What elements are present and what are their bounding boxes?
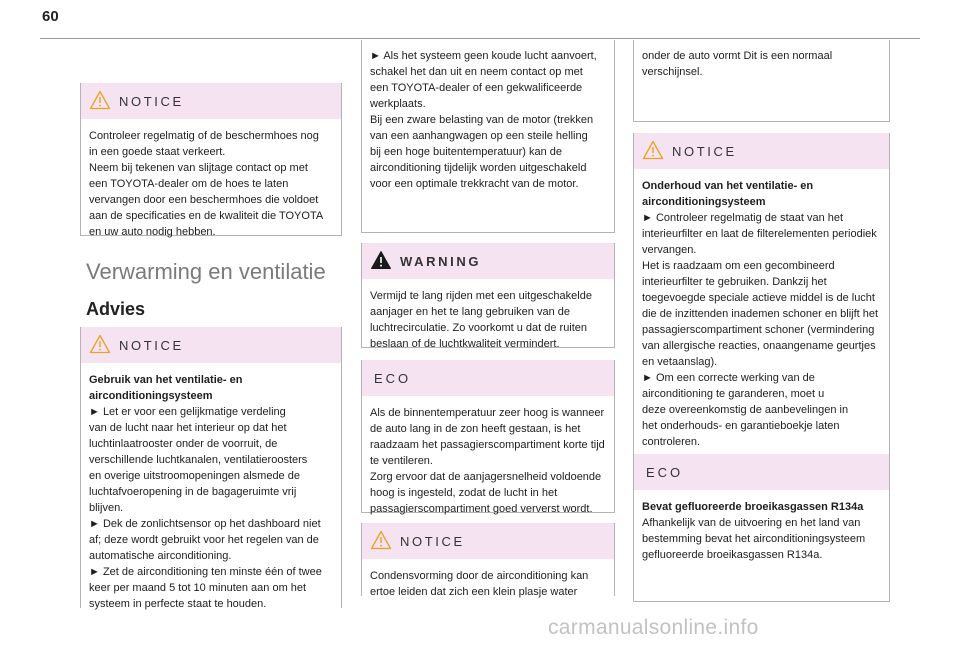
warning-title: WARNING [400, 253, 482, 269]
eco-body [362, 396, 614, 526]
notice-box-condensation [361, 523, 615, 596]
notice-body [81, 119, 341, 249]
notice-title: NOTICE [672, 143, 737, 159]
eco-box [361, 360, 615, 513]
notice-text: Condensvorming door de airconditioning kan ertoe leiden dat zich een klein plasje water [370, 570, 589, 598]
eco-title: ECO [374, 370, 412, 386]
notice-title: NOTICE [400, 533, 465, 549]
continued-text: ► Als het systeem geen koude lucht aanvoert, schakel het dan uit en neem contact op met een TOYOTA-dealer of een gekwalificeerde werkplaats. Bij een zware belasting van de motor (trekken van een aanhangwagen op een steile helling bij een hoge buitentemperatuur) kan de airconditioning tijdelijk worden uitgeschakeld voor een optimale trekkracht van de motor. [370, 50, 597, 190]
warning-triangle-icon [370, 530, 392, 550]
warning-triangle-icon [89, 90, 111, 110]
notice-box-maintenance [633, 133, 890, 481]
notice-box-cover [80, 83, 342, 236]
notice-body [634, 169, 889, 459]
notice-text: Controleer regelmatig of de beschermhoes nog in een goede staat verkeert. Neem bij tekenen van slijtage contact op met een TOYOTA-dealer om de hoes te laten vervangen door een beschermhoes die voldoet aan de specificaties en de kwaliteit die TOYOTA en uw auto nodig hebben. [89, 130, 324, 238]
notice-header [81, 83, 341, 119]
warning-triangle-icon [89, 334, 111, 354]
notice-header [634, 133, 889, 169]
eco-body [634, 490, 889, 572]
notice-text: ► Controleer regelmatig de staat van het interieurfilter en laat de filterelementen periodiek vervangen. Het is raadzaam om een gecombineerd interieurfilter te gebruiken. Dankzij het toegevoegde speciale actieve middel is de lucht die de inzittenden inademen schoner en blijft het passagierscompartiment schoner (vermindering van allergische reacties, onaangename geurtjes en vetaanslag). ► Om een correcte werking van de airconditioning te garanderen, moet u deze overeenkomstig de aanbevelingen in het onderhouds- en garantieboekje laten controleren. [642, 212, 879, 448]
header-rule [40, 38, 920, 39]
eco-title: ECO [646, 464, 684, 480]
subsection-title: Advies [86, 299, 146, 319]
eco-text: Als de binnentemperatuur zeer hoog is wanneer de auto lang in de zon heeft gestaan, is het raadzaam het passagierscompartiment korte tijd te ventileren. Zorg ervoor dat de aanjagersnelheid voldoende hoog is ingesteld, zodat de lucht in het passagierscompartiment goed ververst wordt. [370, 407, 605, 515]
warning-body [362, 279, 614, 361]
watermark: carmanualsonline.info [548, 616, 759, 639]
section-title: Verwarming en ventilatie [86, 259, 326, 284]
eco-box-refrigerant [633, 454, 890, 602]
notice-header [81, 327, 341, 363]
continued-text: onder de auto vormt Dit is een normaal verschijnsel. [642, 50, 833, 78]
notice-box-ventilation [80, 327, 342, 608]
eco-subtitle: Bevat gefluoreerde broeikasgassen R134a [642, 501, 864, 513]
warning-text: Vermijd te lang rijden met een uitgeschakelde aanjager en het te lang gebruiken van de luchtrecirculatie. Zo voorkomt u dat de ruiten beslaan of de luchtkwaliteit vermindert. [370, 290, 592, 350]
continued-body [362, 40, 614, 201]
notice-title: NOTICE [119, 93, 184, 109]
notice-body [362, 559, 614, 609]
warning-header [362, 243, 614, 279]
warning-triangle-icon [370, 250, 392, 270]
continued-box [361, 40, 615, 233]
notice-body [81, 363, 341, 621]
continued-box [633, 40, 890, 122]
page-number: 60 [42, 8, 59, 25]
eco-text: Afhankelijk van de uitvoering en het land van bestemming bevat het airconditioningsysteem gefluoreerde broeikasgassen R134a. [642, 517, 866, 561]
notice-text: ► Let er voor een gelijkmatige verdeling van de lucht naar het interieur op dat het luchtinlaatrooster onder de voorruit, de verschillende luchtkanalen, ventilatieroosters en overige uitstroomopeningen alsmede de luchtafvoeropening in de bagageruimte vrij blijven. ► Dek de zonlichtsensor op het dashboard niet af; deze wordt gebruikt voor het regelen van de automatische airconditioning. ► Zet de airconditioning ten minste één of twee keer per maand 5 tot 10 minuten aan om het systeem in perfecte staat te houden. [89, 406, 322, 610]
continued-body [634, 40, 889, 89]
notice-subtitle: Onderhoud van het ventilatie- en airconditioningsysteem [642, 180, 814, 208]
notice-subtitle: Gebruik van het ventilatie- en airconditioningsysteem [89, 374, 243, 402]
warning-triangle-icon [642, 140, 664, 160]
notice-header [362, 523, 614, 559]
notice-title: NOTICE [119, 337, 184, 353]
eco-header [362, 360, 614, 396]
warning-box [361, 243, 615, 348]
eco-header [634, 454, 889, 490]
